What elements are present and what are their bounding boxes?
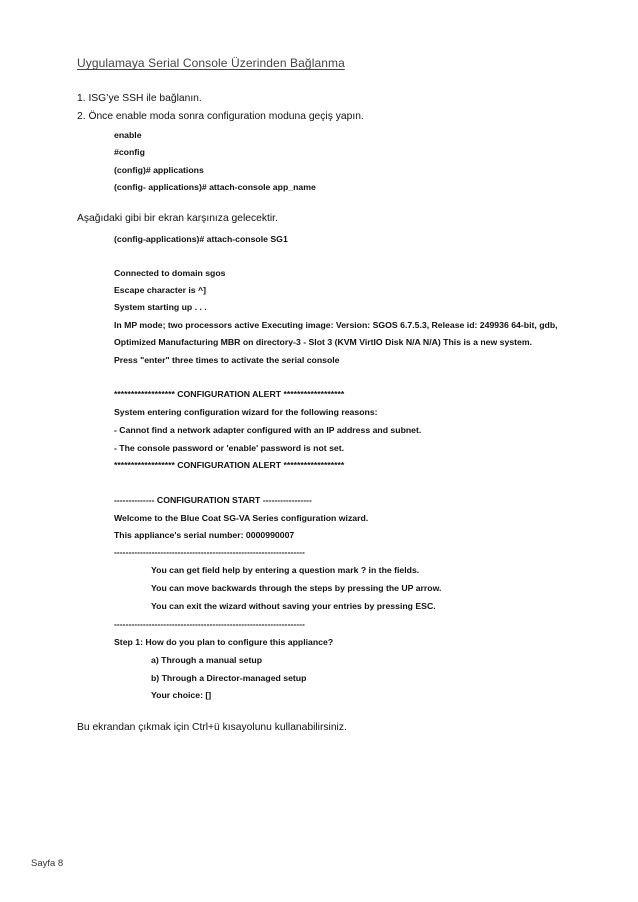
console-boot-line: Escape character is ^] bbox=[114, 285, 206, 295]
option-line: b) Through a Director-managed setup bbox=[151, 673, 307, 683]
command-line: (config- applications)# attach-console app_name bbox=[114, 182, 316, 192]
choice-line: Your choice: [] bbox=[151, 690, 212, 700]
step1-question: Step 1: How do you plan to configure this appliance? bbox=[114, 637, 334, 647]
help-line: You can exit the wizard without saving your entries by pressing ESC. bbox=[151, 601, 436, 611]
console-attach-line: (config-applications)# attach-console SG1 bbox=[114, 234, 288, 244]
command-line: #config bbox=[114, 147, 145, 157]
option-line: a) Through a manual setup bbox=[151, 655, 263, 665]
command-line: (config)# applications bbox=[114, 165, 204, 175]
page-title: Uygulamaya Serial Console Üzerinden Bağlanma bbox=[77, 56, 345, 70]
console-boot-line: Connected to domain sgos bbox=[114, 268, 226, 278]
page-number: Sayfa 8 bbox=[31, 858, 64, 869]
divider-line: ------------------------------------------------------------------ bbox=[114, 547, 305, 557]
alert-line: - Cannot find a network adapter configured with an IP address and subnet. bbox=[114, 425, 422, 435]
help-line: You can move backwards through the steps by pressing the UP arrow. bbox=[151, 583, 442, 593]
alert-line: System entering configuration wizard for the following reasons: bbox=[114, 407, 378, 417]
command-line: enable bbox=[114, 130, 142, 140]
help-line: You can get field help by entering a question mark ? in the fields. bbox=[151, 565, 420, 575]
alert-banner: ****************** CONFIGURATION ALERT ****************** bbox=[114, 460, 345, 470]
alert-line: - The console password or 'enable' password is not set. bbox=[114, 443, 345, 453]
console-boot-line: In MP mode; two processors active Executing image: Version: SGOS 6.7.5.3, Release id: 249936 64-bit, gdb, bbox=[114, 320, 558, 330]
alert-banner: ****************** CONFIGURATION ALERT ****************** bbox=[114, 389, 345, 399]
console-boot-line: System starting up . . . bbox=[114, 302, 207, 312]
step-1: 1. ISG’ye SSH ile bağlanın. bbox=[77, 93, 202, 104]
start-banner: -------------- CONFIGURATION START ----------------- bbox=[114, 495, 312, 505]
step-2: 2. Önce enable moda sonra configuration moduna geçiş yapın. bbox=[77, 111, 364, 122]
serial-line: This appliance's serial number: 0000990007 bbox=[114, 530, 295, 540]
divider-line: ------------------------------------------------------------------ bbox=[114, 619, 305, 629]
console-boot-line: Optimized Manufacturing MBR on directory-3 - Slot 3 (KVM VirtIO Disk N/A N/A) This is a new system. bbox=[114, 337, 533, 347]
welcome-line: Welcome to the Blue Coat SG-VA Series configuration wizard. bbox=[114, 513, 369, 523]
intro-text: Aşağıdaki gibi bir ekran karşınıza gelecektir. bbox=[77, 213, 278, 224]
outro-text: Bu ekrandan çıkmak için Ctrl+ü kısayolunu kullanabilirsiniz. bbox=[77, 722, 347, 733]
console-boot-line: Press "enter" three times to activate the serial console bbox=[114, 355, 340, 365]
